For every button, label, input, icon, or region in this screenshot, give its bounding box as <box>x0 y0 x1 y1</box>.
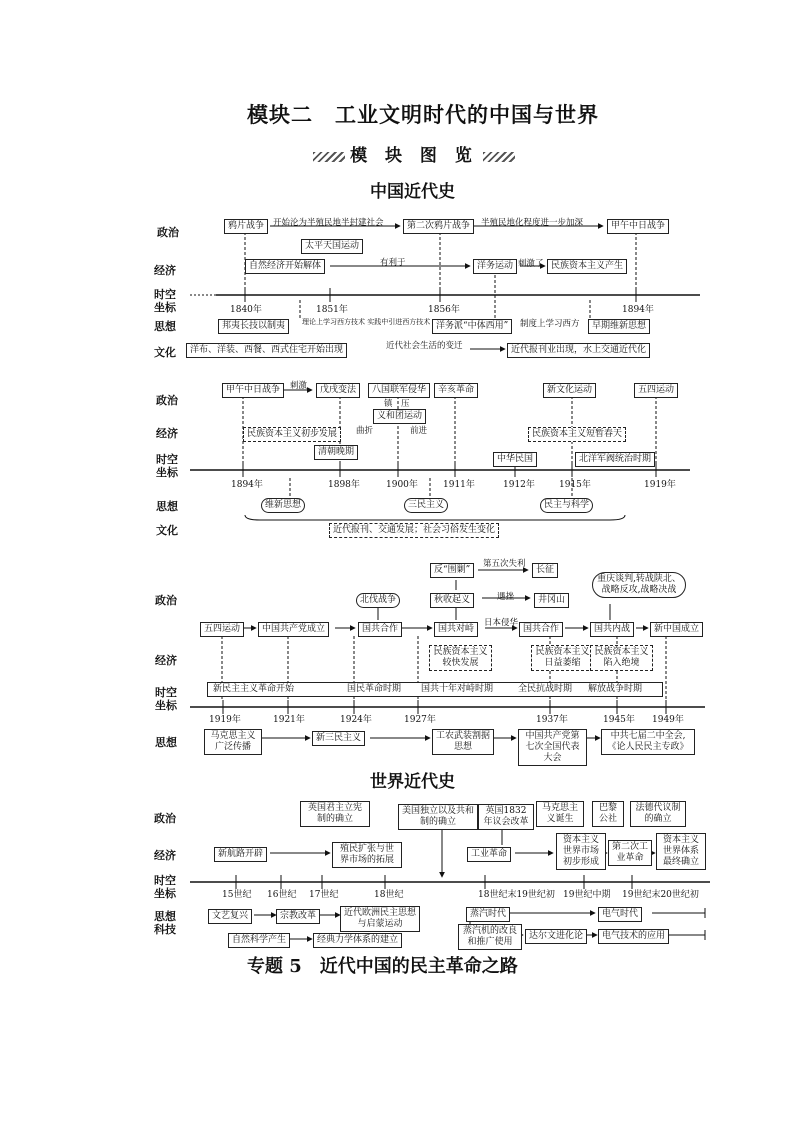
node-classical-mechanics: 经典力学体系的建立 <box>313 933 402 948</box>
node-may-fourth-3: 五四运动 <box>200 622 244 637</box>
row-label-timeline-2: 时空坐标 <box>156 453 178 479</box>
row-label-timeline-3: 时空坐标 <box>155 686 177 712</box>
node-kmt-cpc-cooperation-1: 国共合作 <box>358 622 402 637</box>
year-1900: 1900年 <box>386 480 418 490</box>
node-representative-system: 法德代议制的确立 <box>630 801 686 827</box>
node-desperation: 民族资本主义陷入绝境 <box>590 645 653 671</box>
node-enlightenment: 近代欧洲民主思想与启蒙运动 <box>340 906 420 932</box>
section-title-china-modern: 中国近代史 <box>370 182 455 202</box>
year-18c: 18世纪 <box>374 890 404 900</box>
node-marxism-birth: 马克思主义诞生 <box>536 801 584 827</box>
row-label-politics-3: 政治 <box>155 594 177 607</box>
row-label-culture: 文化 <box>154 346 176 359</box>
node-sino-japanese-war: 甲午中日战争 <box>607 219 669 234</box>
label-learn-tech: 理论上学习西方技术 实践中引进西方技术 <box>302 318 431 326</box>
node-kmt-cpc-cooperation-2: 国共合作 <box>519 622 563 637</box>
node-reformation: 宗教改革 <box>276 909 320 924</box>
label-stimulate: 刺激 <box>290 381 308 391</box>
period-liberation: 解放战争时期 <box>588 684 643 694</box>
node-autumn-harvest: 秋收起义 <box>430 593 474 608</box>
node-northern-expedition: 北伐战争 <box>356 593 400 608</box>
node-three-principles: 三民主义 <box>404 498 448 513</box>
year-1856: 1856年 <box>428 305 460 315</box>
node-steam-age: 蒸汽时代 <box>466 907 510 922</box>
node-learn-skills: 邦夷长技以制夷 <box>218 319 289 334</box>
module-subtitle: 模 块 图 览 <box>350 146 478 166</box>
year-19c-end: 19世纪末20世纪初 <box>622 890 699 900</box>
year-1945: 1945年 <box>603 715 635 725</box>
node-culture-change: 近代报刊、交通发展；社会习俗发生变化 <box>329 523 499 538</box>
row-label-thought-science: 思想科技 <box>154 910 176 936</box>
row-label-thought-3: 思想 <box>155 736 177 749</box>
node-taiping: 太平天国运动 <box>301 239 363 254</box>
label-learn-institutions: 制度上学习西方 <box>520 319 580 329</box>
node-national-capitalism: 民族资本主义产生 <box>547 259 627 274</box>
node-natural-economy: 自然经济开始解体 <box>245 259 325 274</box>
year-1894: 1894年 <box>622 305 654 315</box>
label-stimulated: 刺激了 <box>518 259 544 269</box>
node-prc-founded: 新中国成立 <box>650 622 703 637</box>
node-eight-nation: 八国联军侵华 <box>368 383 430 398</box>
year-1851: 1851年 <box>316 305 348 315</box>
node-armed-separatism: 工农武装割据思想 <box>432 729 494 755</box>
year-1894-2: 1894年 <box>231 480 263 490</box>
year-1927: 1927年 <box>404 715 436 725</box>
year-1919-3: 1919年 <box>209 715 241 725</box>
node-industrial-revolution: 工业革命 <box>467 847 511 862</box>
label-setback: 遇挫 <box>497 592 515 602</box>
node-seventh-congress: 中国共产党第七次全国代表大会 <box>518 729 587 766</box>
node-early-reform: 早期维新思想 <box>588 319 650 334</box>
node-westernization: 洋务运动 <box>473 259 517 274</box>
year-15c: 15世纪 <box>222 890 252 900</box>
node-renaissance: 文艺复兴 <box>208 909 252 924</box>
node-electric-age: 电气时代 <box>598 907 642 922</box>
node-electric-tech: 电气技术的应用 <box>598 929 669 944</box>
node-reform-1832: 英国1832年议会改革 <box>478 804 534 830</box>
node-western-life: 洋布、洋装、西餐、西式住宅开始出现 <box>186 343 347 358</box>
node-opium-war: 鸦片战争 <box>224 219 268 234</box>
node-new-culture: 新文化运动 <box>543 383 596 398</box>
node-reform-thought: 维新思想 <box>261 498 305 513</box>
node-initial-development: 民族资本主义初步发展 <box>243 427 341 442</box>
node-marxism-spread: 马克思主义广泛传播 <box>204 729 262 755</box>
node-xinhai: 辛亥革命 <box>434 383 478 398</box>
period-ten-year: 国共十年对峙时期 <box>421 684 494 694</box>
period-new-democratic: 新民主主义革命开始 <box>213 684 295 694</box>
node-sino-japanese-war-2: 甲午中日战争 <box>222 383 284 398</box>
node-roc: 中华民国 <box>493 452 537 467</box>
year-1949: 1949年 <box>652 715 684 725</box>
node-shrinking: 民族资本主义日益萎缩 <box>531 645 594 671</box>
page-title: 模块二 工业文明时代的中国与世界 <box>247 102 599 127</box>
node-hundred-days: 戊戌变法 <box>316 383 360 398</box>
label-twists: 曲折 <box>356 426 374 436</box>
topic-title: 专题 5 近代中国的民主革命之路 <box>247 956 518 977</box>
section-title-world-modern: 世界近代史 <box>370 772 455 792</box>
node-anti-encirclement: 反“围剿” <box>430 563 474 578</box>
node-darwin: 达尔文进化论 <box>525 929 587 944</box>
label-japanese-invasion: 日本侵华 <box>484 618 519 628</box>
node-second-plenum: 中共七届二中全会,《论人民民主专政》 <box>601 729 695 755</box>
module-banner <box>313 141 515 166</box>
node-natural-science: 自然科学产生 <box>228 933 290 948</box>
banner-decoration-left-icon <box>313 152 345 162</box>
node-confrontation: 国共对峙 <box>434 622 478 637</box>
period-bar <box>207 682 663 697</box>
node-long-march: 长征 <box>532 563 558 578</box>
node-second-opium-war: 第二次鸦片战争 <box>403 219 474 234</box>
year-18c-end: 18世纪末19世纪初 <box>478 890 555 900</box>
node-boxer: 义和团运动 <box>373 409 426 424</box>
label-fifth-failure: 第五次失利 <box>483 559 526 569</box>
row-label-timeline: 时空坐标 <box>154 288 176 314</box>
label-favorable: 有利于 <box>380 258 406 268</box>
node-may-fourth: 五四运动 <box>634 383 678 398</box>
label-social-change: 近代社会生活的变迁 <box>386 341 463 351</box>
node-new-three-principles: 新三民主义 <box>312 731 365 746</box>
year-1915: 1915年 <box>559 480 591 490</box>
year-1919: 1919年 <box>644 480 676 490</box>
row-label-politics-2: 政治 <box>156 394 178 407</box>
year-1921: 1921年 <box>273 715 305 725</box>
node-jinggangshan: 井冈山 <box>534 593 569 608</box>
node-late-qing: 清朝晚期 <box>314 445 358 460</box>
node-faster-development: 民族资本主义较快发展 <box>429 645 492 671</box>
year-1840: 1840年 <box>230 305 262 315</box>
row-label-economy-3: 经济 <box>155 654 177 667</box>
year-1912: 1912年 <box>503 480 535 490</box>
node-modern-press: 近代报刊业出现，水上交通近代化 <box>507 343 650 358</box>
node-liberation-war-events: 重庆谈判,转战陕北、战略反攻,战略决战 <box>592 572 686 598</box>
period-national-revolution: 国民革命时期 <box>347 684 402 694</box>
node-new-sea-routes: 新航路开辟 <box>214 847 267 862</box>
node-cpc-founded: 中国共产党成立 <box>258 622 329 637</box>
node-second-industrial: 第二次工业革命 <box>608 840 652 866</box>
row-label-economy-2: 经济 <box>156 427 178 440</box>
row-label-politics-4: 政治 <box>154 812 176 825</box>
row-label-economy-4: 经济 <box>154 849 176 862</box>
label-semi-colonial: 开始沦为半殖民地半封建社会 <box>273 218 384 228</box>
node-colonial-expansion: 殖民扩张与世界市场的拓展 <box>332 842 402 868</box>
period-anti-japanese: 全民抗战时期 <box>518 684 573 694</box>
node-american-independence: 美国独立以及共和制的确立 <box>398 804 478 830</box>
node-democracy-science: 民主与科学 <box>540 498 593 513</box>
node-civil-war: 国共内战 <box>590 622 634 637</box>
row-label-culture-2: 文化 <box>156 524 178 537</box>
row-label-thought-2: 思想 <box>156 500 178 513</box>
node-british-constitutional: 英国君主立宪制的确立 <box>300 801 370 827</box>
node-short-spring: 民族资本主义短暂春天 <box>528 427 626 442</box>
year-1911: 1911年 <box>443 480 475 490</box>
node-beiyang: 北洋军阀统治时期 <box>575 452 655 467</box>
node-zhongti-xiyong: 洋务派“中体西用” <box>432 319 512 334</box>
node-paris-commune: 巴黎公社 <box>592 801 624 827</box>
year-1937: 1937年 <box>536 715 568 725</box>
row-label-thought: 思想 <box>154 320 176 333</box>
row-label-politics: 政治 <box>157 226 179 239</box>
year-17c: 17世纪 <box>309 890 339 900</box>
node-world-system: 资本主义世界体系最终确立 <box>656 833 706 870</box>
row-label-timeline-4: 时空坐标 <box>154 874 176 900</box>
node-world-market: 资本主义世界市场初步形成 <box>556 833 606 870</box>
year-1924: 1924年 <box>340 715 372 725</box>
node-steam-engine: 蒸汽机的改良和推广使用 <box>458 924 522 950</box>
year-16c: 16世纪 <box>267 890 297 900</box>
year-1898: 1898年 <box>328 480 360 490</box>
label-deepening: 半殖民地化程度进一步加深 <box>481 218 584 228</box>
year-19c-mid: 19世纪中期 <box>563 890 611 900</box>
banner-decoration-right-icon <box>483 152 515 162</box>
row-label-economy: 经济 <box>154 264 176 277</box>
label-suppress: 镇 压 <box>384 399 410 409</box>
label-advance: 前进 <box>410 426 428 436</box>
